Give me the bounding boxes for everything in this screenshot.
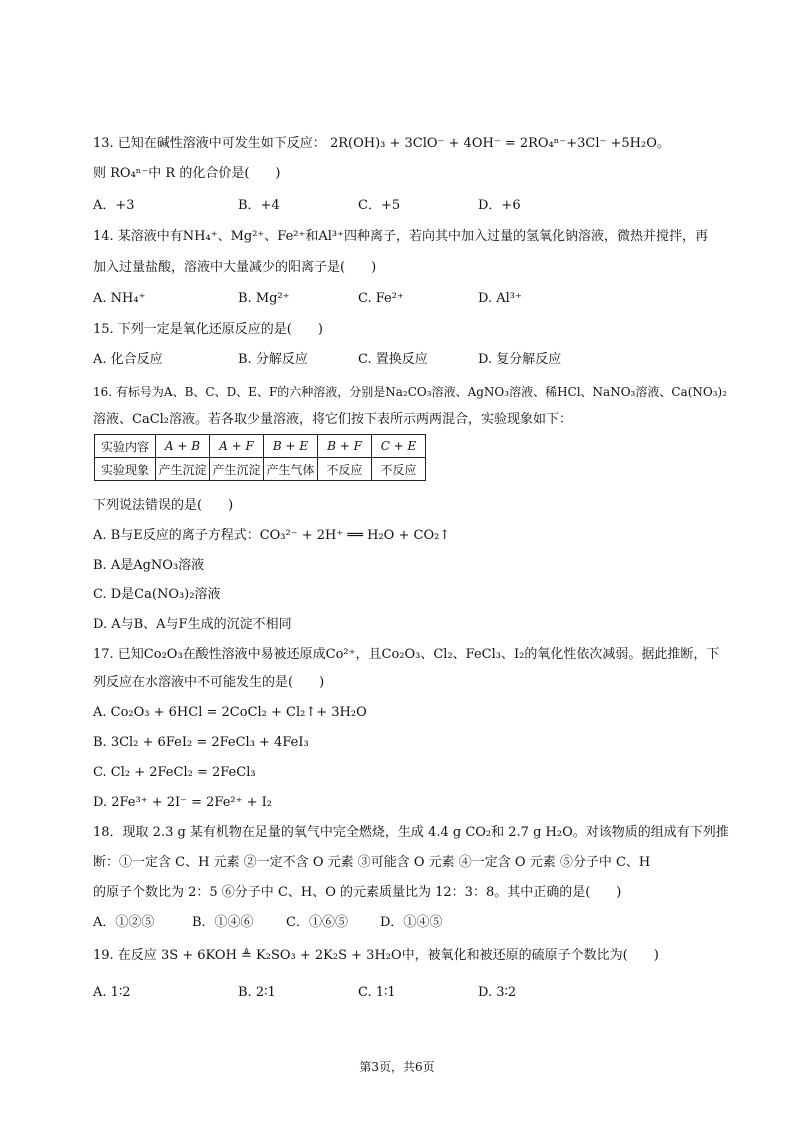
table-cell-3: 产生气体 [264, 458, 318, 481]
q14-option-d: D. Al³⁺ [478, 291, 522, 306]
q19-option-c: C. 1∶1 [358, 985, 396, 1000]
q13-stem: 13. 已知在碱性溶液中可发生如下反应： 2R(OH)₃ + 3ClO⁻ + 4OH⁻ = 2RO₄ⁿ⁻+3Cl⁻ +5H₂O。 [93, 136, 670, 151]
table-col-5: C + E [372, 435, 426, 458]
q16-stem-2: 溶液、CaCl₂溶液。若各取少量溶液，将它们按下表所示两两混合，实验现象如下： [93, 412, 573, 427]
q14-stem-2: 加入过量盐酸，溶液中大量减少的阳离子是( ) [93, 260, 377, 275]
table-cell-4: 不反应 [318, 458, 372, 481]
q18-option-d: D．①④⑤ [380, 915, 443, 930]
q16-option-b: B. A是AgNO₃溶液 [93, 558, 205, 573]
q13-option-c: C．+5 [358, 198, 401, 213]
table-row-label: 实验现象 [95, 458, 156, 481]
q16-option-d: D. A与B、A与F生成的沉淀不相同 [93, 617, 292, 632]
q18-option-c: C．①⑥⑤ [286, 915, 348, 930]
q16-stem: 16. 有标号为A、B、C、D、E、F的六种溶液，分别是Na₂CO₃溶液、AgNO₃溶液、稀HCl、NaNO₃溶液、Ca(NO₃)₂ [93, 385, 728, 399]
experiment-table [94, 434, 426, 481]
q19-option-b: B. 2∶1 [238, 985, 276, 1000]
q15-option-c: C. 置换反应 [358, 352, 428, 367]
q19-stem: 19. 在反应 3S + 6KOH ≜ K₂SO₃ + 2K₂S + 3H₂O中，被氧化和被还原的硫原子个数比为( ) [93, 948, 659, 963]
q14-option-b: B. Mg²⁺ [238, 291, 290, 306]
q13-option-a: A．+3 [93, 198, 135, 213]
q15-stem: 15. 下列一定是氧化还原反应的是( ) [93, 322, 323, 337]
q18-stem-2: 断：①一定含 C、H 元素 ②一定不含 O 元素 ③可能含 O 元素 ④一定含 O 元素 ⑤分子中 C、H [93, 855, 651, 870]
table-cell-2: 产生沉淀 [210, 458, 264, 481]
table-header-row [95, 435, 426, 458]
q17-option-d: D. 2Fe³⁺ + 2I⁻ = 2Fe²⁺ + I₂ [93, 795, 273, 810]
q18-stem-3: 的原子个数比为 2：5 ⑥分子中 C、H、O 的元素质量比为 12：3：8。其中正确的是( ) [93, 885, 622, 900]
q17-option-c: C. Cl₂ + 2FeCl₂ = 2FeCl₃ [93, 765, 256, 780]
q15-option-b: B. 分解反应 [238, 352, 308, 367]
table-row [95, 458, 426, 481]
q17-stem-2: 列反应在水溶液中不可能发生的是( ) [93, 675, 325, 690]
q18-option-b: B．①④⑥ [192, 915, 254, 930]
q14-option-c: C. Fe²⁺ [358, 291, 404, 306]
q18-stem: 18．现取 2.3 g 某有机物在足量的氧气中完全燃烧，生成 4.4 g CO₂和 2.7 g H₂O。对该物质的组成有下列推 [93, 825, 729, 840]
table-col-4: B + F [318, 435, 372, 458]
q19-option-a: A. 1∶2 [93, 985, 131, 1000]
q16-option-c: C. D是Ca(NO₃)₂溶液 [93, 587, 221, 602]
q17-option-a: A. Co₂O₃ + 6HCl = 2CoCl₂ + Cl₂↑+ 3H₂O [93, 705, 367, 720]
q15-option-a: A. 化合反应 [93, 352, 163, 367]
table-cell-5: 不反应 [372, 458, 426, 481]
q16-after-text: 下列说法错误的是( ) [93, 498, 234, 513]
q17-stem: 17. 已知Co₂O₃在酸性溶液中易被还原成Co²⁺，且Co₂O₃、Cl₂、FeCl₃、I₂的氧化性依次减弱。据此推断，下 [93, 647, 720, 662]
table-cell-1: 产生沉淀 [156, 458, 210, 481]
table-col-3: B + E [264, 435, 318, 458]
q17-option-b: B. 3Cl₂ + 6FeI₂ = 2FeCl₃ + 4FeI₃ [93, 735, 309, 750]
q18-option-a: A．①②⑤ [93, 915, 155, 930]
q16-option-a: A. B与E反应的离子方程式：CO₃²⁻ + 2H⁺ ══ H₂O + CO₂↑ [93, 528, 451, 543]
table-col-1: A + B [156, 435, 210, 458]
q13-option-b: B．+4 [238, 198, 280, 213]
page-number-footer: 第3页，共6页 [359, 1060, 435, 1074]
q15-option-d: D. 复分解反应 [478, 352, 562, 367]
q13-stem-2: 则 RO₄ⁿ⁻中 R 的化合价是( ) [93, 166, 281, 181]
q13-option-d: D．+6 [478, 198, 521, 213]
table-header-label: 实验内容 [95, 435, 156, 458]
q14-stem: 14. 某溶液中有NH₄⁺、Mg²⁺、Fe²⁺和Al³⁺四种离子，若向其中加入过量的氢氧化钠溶液，微热并搅拌，再 [93, 229, 708, 244]
table-col-2: A + F [210, 435, 264, 458]
q14-option-a: A. NH₄⁺ [93, 291, 146, 306]
q19-option-d: D. 3∶2 [478, 985, 517, 1000]
